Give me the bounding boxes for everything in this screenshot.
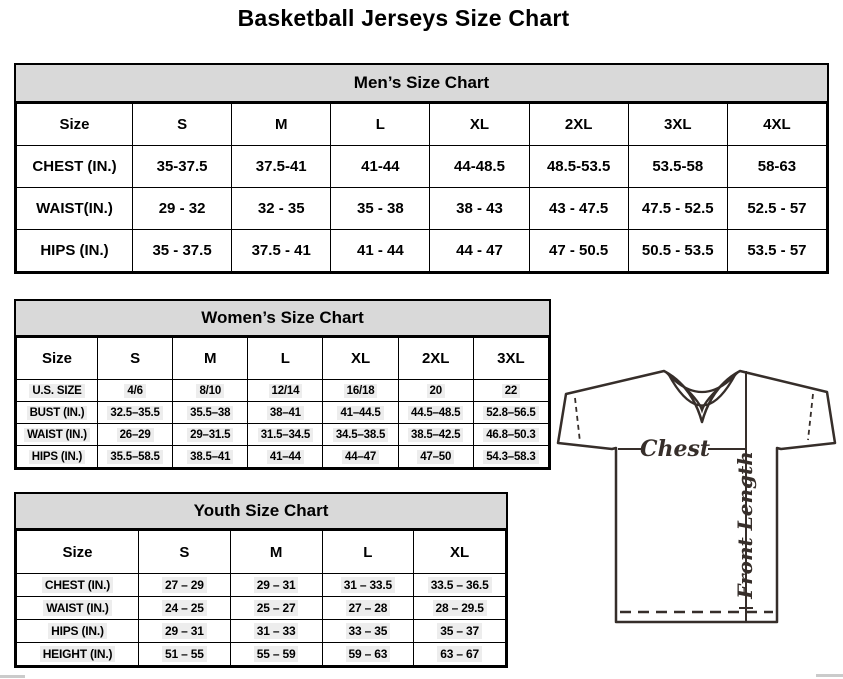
youth-row-label [17,620,139,643]
youth-cell-text: 29 – 31 [254,577,299,593]
mens-column-header: M [232,104,331,146]
womens-cell-value [173,424,248,446]
mens-cell-value: 47 - 50.5 [529,230,628,272]
youth-cell-value [414,574,506,597]
womens-data-row [17,402,549,424]
womens-cell-value [248,380,323,402]
womens-cell-text: 41–44 [267,450,304,464]
youth-cell-text: 27 – 28 [346,600,391,616]
mens-cell-value: 37.5-41 [232,146,331,188]
youth-cell-text: 27 – 29 [162,577,207,593]
youth-data-row [17,620,506,643]
bottom-right-scroll-artifact [816,674,843,677]
womens-cell-value [98,424,173,446]
womens-cell-value [173,380,248,402]
youth-cell-text: 51 – 55 [162,646,207,662]
youth-cell-text: CHEST (IN.) [42,577,113,593]
youth-cell-text: 33 – 35 [346,623,391,639]
womens-cell-value [473,380,548,402]
youth-cell-value [322,643,414,666]
youth-cell-text: 33.5 – 36.5 [428,577,492,593]
youth-size-chart [14,492,508,668]
youth-cell-value [139,597,231,620]
womens-cell-text: 20 [427,384,445,398]
youth-cell-text: 63 – 67 [437,646,482,662]
womens-cell-text: 26–29 [117,428,154,442]
youth-cell-text: HIPS (IN.) [48,623,107,639]
womens-data-row [17,424,549,446]
youth-column-header: Size [17,531,139,574]
womens-cell-value [398,424,473,446]
womens-cell-text: 38.5–41 [187,450,233,464]
womens-cell-text: 32.5–35.5 [107,406,162,420]
youth-column-header: M [230,531,322,574]
womens-size-table [16,337,549,468]
womens-cell-value [248,424,323,446]
mens-size-chart [14,63,829,274]
youth-cell-text: 59 – 63 [346,646,391,662]
womens-cell-text: 22 [502,384,520,398]
youth-cell-value [414,620,506,643]
youth-row-label [17,643,139,666]
womens-cell-value [323,380,398,402]
mens-size-chart-title: Men’s Size Chart [16,65,827,103]
womens-cell-value [248,402,323,424]
youth-size-table [16,530,506,666]
mens-column-header: 3XL [628,104,727,146]
youth-header-row [17,531,506,574]
womens-cell-text: 35.5–38 [187,406,233,420]
mens-column-header: L [331,104,430,146]
womens-cell-value [98,402,173,424]
bottom-left-scroll-artifact [0,675,25,678]
womens-header-row [17,338,549,380]
womens-cell-text: 44–47 [342,450,379,464]
youth-cell-value [139,620,231,643]
womens-cell-value [398,402,473,424]
womens-size-chart [14,299,551,470]
womens-cell-text: 34.5–38.5 [333,428,388,442]
womens-cell-text: 38–41 [267,406,304,420]
womens-column-header: 3XL [473,338,548,380]
mens-column-header: 2XL [529,104,628,146]
mens-cell-value: 43 - 47.5 [529,188,628,230]
womens-cell-text: 29–31.5 [187,428,233,442]
womens-cell-value [98,380,173,402]
youth-cell-value [139,574,231,597]
youth-data-row [17,574,506,597]
womens-data-row [17,446,549,468]
womens-cell-value [173,446,248,468]
womens-cell-value [398,446,473,468]
youth-cell-value [230,574,322,597]
youth-cell-text: 35 – 37 [437,623,482,639]
mens-cell-value: 29 - 32 [133,188,232,230]
mens-cell-value: 38 - 43 [430,188,529,230]
womens-column-header: 2XL [398,338,473,380]
youth-data-row [17,597,506,620]
womens-cell-value [323,424,398,446]
womens-cell-value [473,424,548,446]
front-length-measure-label: Front Length [733,451,757,599]
womens-cell-value [473,402,548,424]
youth-cell-text: WAIST (IN.) [43,600,111,616]
womens-cell-text: 44.5–48.5 [408,406,463,420]
youth-size-chart-title: Youth Size Chart [16,494,506,530]
womens-cell-value [398,380,473,402]
youth-cell-value [230,620,322,643]
womens-row-label [17,446,98,468]
mens-cell-value: 41 - 44 [331,230,430,272]
mens-cell-value: 44 - 47 [430,230,529,272]
mens-header-row [17,104,827,146]
youth-cell-value [414,597,506,620]
womens-cell-text: 54.3–58.3 [483,450,538,464]
youth-column-header: XL [414,531,506,574]
youth-cell-text: 31 – 33.5 [341,577,395,593]
womens-cell-text: WAIST (IN.) [24,428,90,442]
womens-cell-text: BUST (IN.) [27,406,88,420]
womens-cell-text: 46.8–50.3 [483,428,538,442]
womens-cell-text: U.S. SIZE [29,384,84,398]
youth-row-label [17,597,139,620]
womens-cell-value [473,446,548,468]
womens-cell-value [323,446,398,468]
womens-row-label [17,380,98,402]
youth-column-header: L [322,531,414,574]
mens-column-header: Size [17,104,133,146]
jersey-diagram [556,362,838,628]
womens-cell-text: 52.8–56.5 [483,406,538,420]
mens-data-row [17,230,827,272]
mens-cell-value: 44-48.5 [430,146,529,188]
mens-cell-value: 32 - 35 [232,188,331,230]
youth-cell-text: 24 – 25 [162,600,207,616]
mens-cell-value: 37.5 - 41 [232,230,331,272]
womens-column-header: L [248,338,323,380]
youth-cell-value [230,643,322,666]
youth-cell-value [322,597,414,620]
womens-column-header: S [98,338,173,380]
page-title: Basketball Jerseys Size Chart [237,5,570,31]
womens-cell-text: 31.5–34.5 [258,428,313,442]
womens-column-header: M [173,338,248,380]
womens-cell-value [248,446,323,468]
youth-cell-value [322,574,414,597]
youth-data-row [17,643,506,666]
womens-row-label [17,424,98,446]
mens-cell-value: 35 - 38 [331,188,430,230]
womens-cell-text: 41–44.5 [337,406,383,420]
mens-cell-value: 35 - 37.5 [133,230,232,272]
mens-cell-value: 50.5 - 53.5 [628,230,727,272]
mens-data-row [17,146,827,188]
jersey-outline-shape [558,371,835,622]
mens-cell-value: 41-44 [331,146,430,188]
mens-column-header: 4XL [727,104,826,146]
youth-cell-text: 29 – 31 [162,623,207,639]
youth-cell-text: 31 – 33 [254,623,299,639]
mens-data-row [17,188,827,230]
womens-data-row [17,380,549,402]
mens-cell-value: 53.5 - 57 [727,230,826,272]
mens-cell-value: 48.5-53.5 [529,146,628,188]
womens-cell-text: 38.5–42.5 [408,428,463,442]
womens-cell-value [323,402,398,424]
mens-row-label: WAIST(IN.) [17,188,133,230]
youth-cell-text: 25 – 27 [254,600,299,616]
womens-cell-text: 16/18 [344,384,378,398]
womens-cell-value [98,446,173,468]
youth-row-label [17,574,139,597]
mens-row-label: CHEST (IN.) [17,146,133,188]
mens-cell-value: 53.5-58 [628,146,727,188]
womens-size-chart-title: Women’s Size Chart [16,301,549,337]
womens-cell-text: HIPS (IN.) [29,450,85,464]
mens-column-header: S [133,104,232,146]
womens-cell-text: 12/14 [269,384,303,398]
mens-cell-value: 58-63 [727,146,826,188]
mens-size-table [16,103,827,272]
mens-cell-value: 35-37.5 [133,146,232,188]
youth-cell-text: 55 – 59 [254,646,299,662]
womens-cell-text: 4/6 [124,384,145,398]
youth-cell-value [139,643,231,666]
youth-cell-text: HEIGHT (IN.) [40,646,116,662]
womens-row-label [17,402,98,424]
mens-cell-value: 52.5 - 57 [727,188,826,230]
mens-row-label: HIPS (IN.) [17,230,133,272]
youth-cell-text: 28 – 29.5 [433,600,487,616]
youth-cell-value [322,620,414,643]
youth-cell-value [414,643,506,666]
youth-cell-value [230,597,322,620]
womens-cell-value [173,402,248,424]
womens-cell-text: 47–50 [417,450,454,464]
mens-cell-value: 47.5 - 52.5 [628,188,727,230]
womens-column-header: Size [17,338,98,380]
youth-column-header: S [139,531,231,574]
chest-measure-label: Chest [639,436,711,462]
mens-column-header: XL [430,104,529,146]
womens-cell-text: 8/10 [196,384,224,398]
womens-cell-text: 35.5–58.5 [107,450,162,464]
womens-column-header: XL [323,338,398,380]
